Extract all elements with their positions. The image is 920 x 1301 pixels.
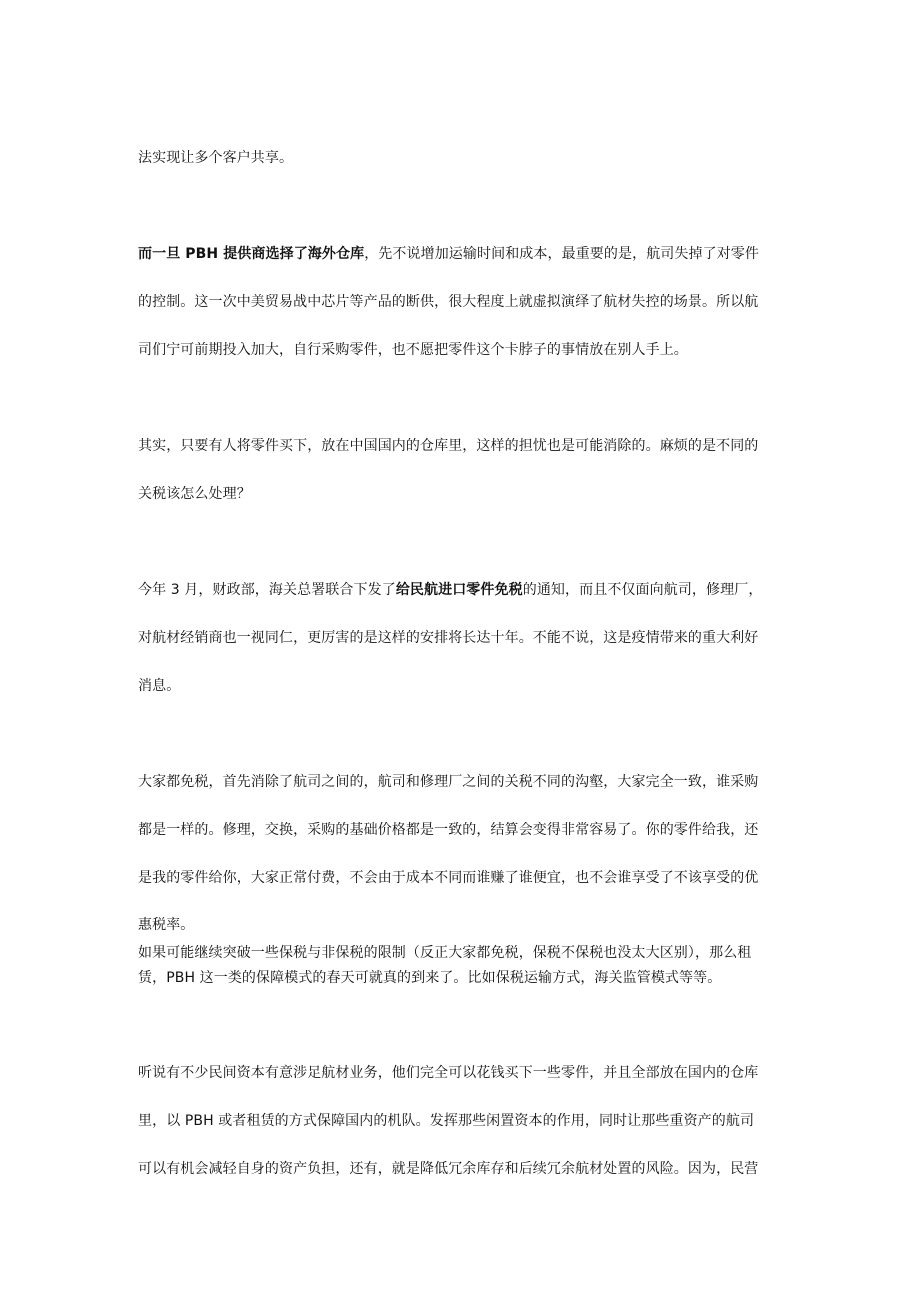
paragraph-7-line-3: 可以有机会减轻自身的资产负担，还有，就是降低冗余库存和后续冗余航材处置的风险。因为，民营 [138, 1161, 759, 1177]
paragraph-4-line-1 [138, 580, 798, 600]
paragraph-4-line-1-post: 的通知，而且不仅面向航司，修理厂， [522, 582, 763, 598]
paragraph-5-line-1: 大家都免税，首先消除了航司之间的，航司和修理厂之间的关税不同的沟壑，大家完全一致，谁采购 [138, 774, 759, 790]
paragraph-3-line-1: 其实，只要有人将零件买下，放在中国国内的仓库里，这样的担忧也是可能消除的。麻烦的是不同的 [138, 438, 759, 454]
paragraph-5-line-4: 惠税率。 [138, 917, 195, 933]
paragraph-2-line-1-rest: ，先不说增加运输时间和成本，最重要的是，航司失掉了对零件 [364, 246, 760, 262]
paragraph-2-line-1 [138, 244, 798, 264]
paragraph-7-line-1: 听说有不少民间资本有意涉足航材业务，他们完全可以花钱买下一些零件，并且全部放在国内的仓库 [138, 1065, 759, 1081]
paragraph-6-line-2: 赁，PBH 这一类的保障模式的春天可就真的到来了。比如保税运输方式，海关监管模式等等。 [138, 970, 722, 986]
paragraph-4-line-3: 消息。 [138, 678, 181, 694]
paragraph-5-line-3: 是我的零件给你，大家正常付费，不会由于成本不同而谁赚了谁便宜，也不会谁享受了不该享受的优 [138, 870, 759, 886]
paragraph-6-line-1: 如果可能继续突破一些保税与非保税的限制（反正大家都免税，保税不保税也没太大区别），那么租 [138, 945, 752, 961]
paragraph-4-line-2: 对航材经销商也一视同仁，更厉害的是这样的安排将长达十年。不能不说，这是疫情带来的重大利好 [138, 630, 759, 646]
paragraph-2-line-2: 的控制。这一次中美贸易战中芯片等产品的断供，很大程度上就虚拟演绎了航材失控的场景。所以航 [138, 294, 759, 310]
paragraph-4-line-1-pre: 今年 3 月，财政部，海关总署联合下发了 [138, 582, 396, 598]
paragraph-1-line-1: 法实现让多个客户共享。 [138, 150, 294, 166]
paragraph-5-line-2: 都是一样的。修理，交换，采购的基础价格都是一致的，结算会变得非常容易了。你的零件给我，还 [138, 822, 759, 838]
paragraph-2-bold-phrase: 而一旦 PBH 提供商选择了海外仓库 [138, 246, 365, 262]
paragraph-3-line-2: 关税该怎么处理？ [138, 486, 251, 502]
paragraph-2-line-3: 司们宁可前期投入加大，自行采购零件，也不愿把零件这个卡脖子的事情放在别人手上。 [138, 342, 688, 358]
paragraph-7-line-2: 里，以 PBH 或者租赁的方式保障国内的机队。发挥那些闲置资本的作用，同时让那些重资产的航司 [138, 1113, 755, 1129]
paragraph-4-bold-phrase: 给民航进口零件免税 [395, 582, 523, 598]
